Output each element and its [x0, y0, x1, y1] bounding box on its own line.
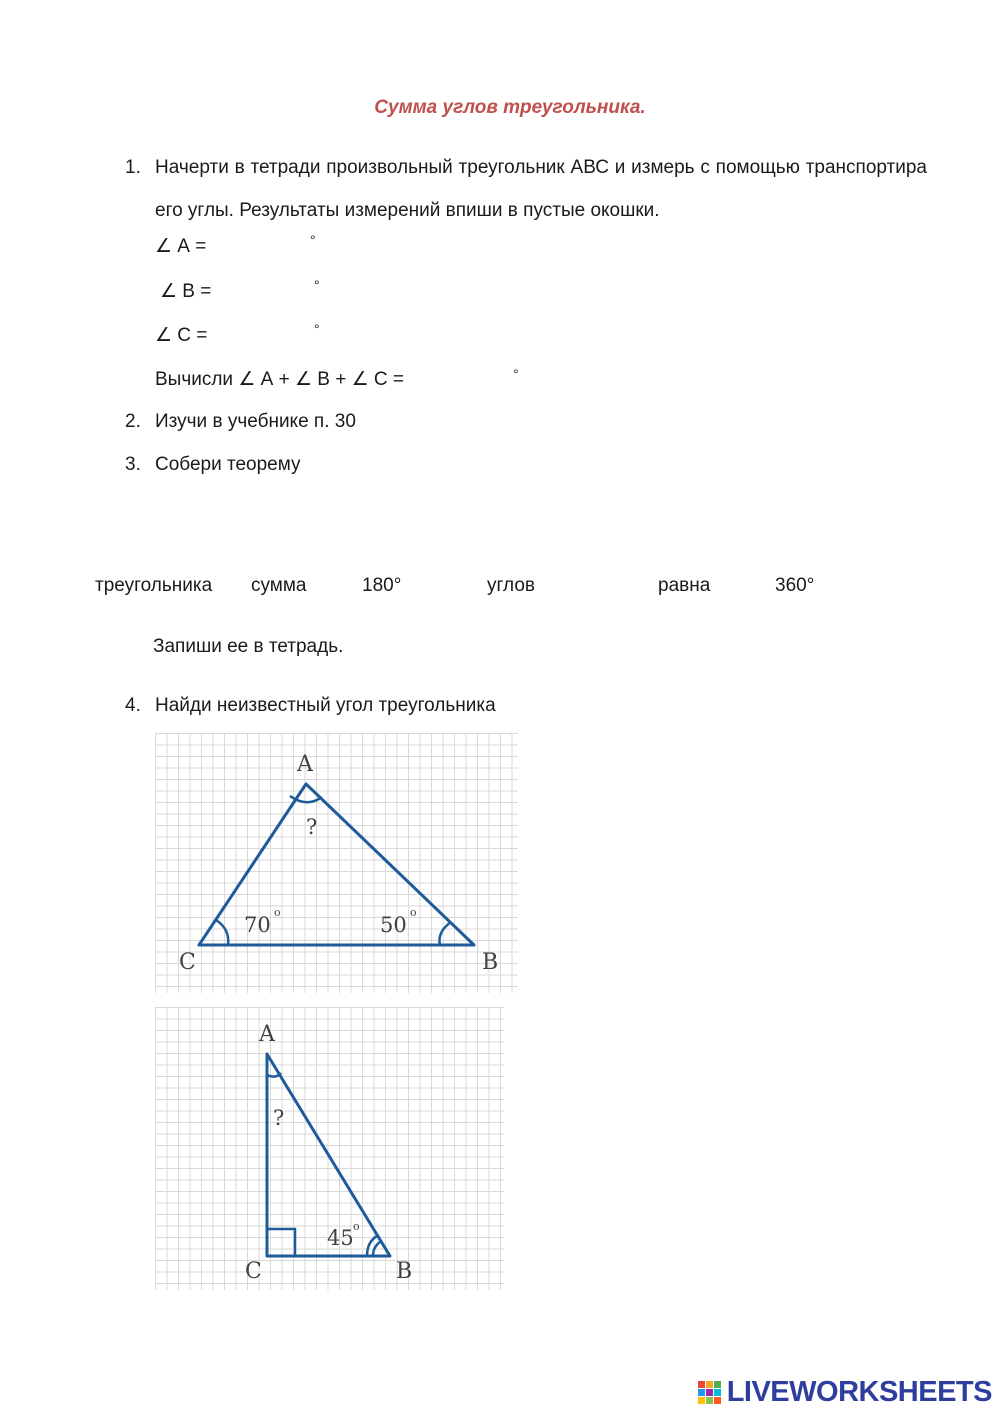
theorem-word-sum[interactable]: сумма	[251, 575, 307, 596]
theorem-word-equals[interactable]: равна	[658, 575, 711, 596]
angle-a-arc-2	[267, 1073, 281, 1077]
task-3-note: Запиши ее в тетрадь.	[153, 636, 344, 657]
figure-1-angle-b-value: 50	[380, 913, 407, 937]
task-4-number: 4.	[125, 695, 141, 716]
liveworksheets-logo-icon	[698, 1381, 722, 1405]
figure-2-angle-b-degree: o	[353, 1220, 360, 1233]
angle-b-arc	[439, 922, 451, 945]
task-3-number: 3.	[125, 454, 141, 475]
figure-1-angle-a-unknown: ?	[306, 815, 318, 839]
figure-1-label-b: B	[482, 950, 499, 975]
angle-sum-line: Вычисли ∠ А + ∠ В + ∠ С =	[155, 369, 405, 390]
figure-1-label-a: A	[297, 752, 313, 777]
liveworksheets-watermark: LIVEWORKSHEETS	[726, 1376, 992, 1408]
page-title: Сумма углов треугольника.	[374, 97, 646, 118]
figure-1-angle-c-value: 70	[244, 913, 271, 937]
angle-a-line: ∠ А =	[155, 236, 207, 257]
figure-2-grid	[155, 1007, 504, 1290]
angle-b-degree: °	[314, 277, 320, 293]
angle-c-degree: °	[314, 321, 320, 337]
task-4-text: Найди неизвестный угол треугольника	[155, 695, 496, 716]
task-2-number: 2.	[125, 411, 141, 432]
figure-1-angle-c-degree: o	[274, 906, 281, 919]
figure-1-label-c: C	[179, 950, 196, 975]
figure-2-label-b: B	[396, 1259, 413, 1284]
right-angle-mark	[267, 1229, 295, 1256]
angle-a-degree: °	[310, 232, 316, 248]
theorem-word-angles[interactable]: углов	[487, 575, 535, 596]
figure-1-grid	[155, 733, 518, 993]
angle-c-line: ∠ С =	[155, 325, 208, 346]
angle-sum-degree: °	[513, 366, 519, 382]
theorem-word-triangle[interactable]: треугольника	[95, 575, 213, 596]
task-1-number: 1.	[125, 157, 141, 178]
angle-c-arc	[216, 920, 228, 945]
theorem-word-360[interactable]: 360°	[775, 575, 815, 596]
figure-2-angle-b-value: 45	[327, 1226, 354, 1250]
angle-b-arc-inner	[373, 1242, 380, 1256]
angle-b-line: ∠ В =	[160, 281, 212, 302]
triangle-1	[199, 784, 474, 945]
task-3-text: Собери теорему	[155, 454, 301, 475]
task-1-text: Начерти в тетради произвольный треугольник АВС и измерь с помощью транспортира его углы. Результаты измерений впиши в пустые окошки.	[155, 157, 927, 221]
figure-1-angle-b-degree: o	[410, 906, 417, 919]
figure-2-label-a: A	[259, 1022, 275, 1047]
task-2-text: Изучи в учебнике п. 30	[155, 411, 356, 432]
figure-1	[155, 733, 518, 993]
figure-2	[155, 1007, 504, 1290]
figure-2-label-c: C	[245, 1259, 262, 1284]
theorem-word-180[interactable]: 180°	[362, 575, 402, 596]
figure-2-angle-a-unknown: ?	[273, 1106, 285, 1130]
